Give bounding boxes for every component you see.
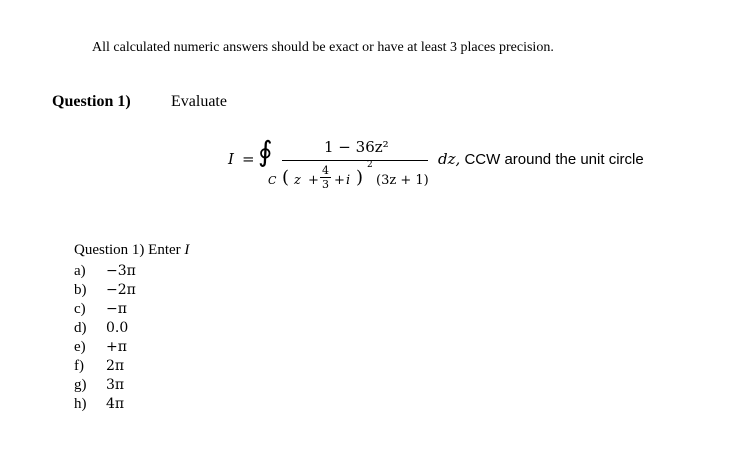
option-letter: d)	[74, 320, 87, 336]
option-e[interactable]	[74, 338, 164, 357]
instructions-text: All calculated numeric answers should be exact or have at least 3 places precision.	[92, 40, 554, 55]
option-value: +π	[106, 339, 127, 355]
option-letter: c)	[74, 301, 86, 317]
den-plus-2: +	[334, 173, 345, 188]
formula-differential: dz,	[438, 150, 461, 168]
den-exponent: 2	[367, 160, 373, 170]
den-frac-den: 3	[322, 178, 329, 191]
question-verb: Evaluate	[171, 93, 227, 110]
option-letter: h)	[74, 396, 87, 412]
option-g[interactable]	[74, 376, 164, 395]
option-f[interactable]	[74, 357, 164, 376]
den-i: i	[346, 173, 351, 188]
den-close-paren: )	[356, 167, 364, 188]
den-z: z	[294, 173, 301, 188]
fraction-bar	[282, 160, 428, 161]
option-value: 0.0	[106, 320, 129, 336]
option-value: 2π	[106, 358, 125, 374]
option-letter: a)	[74, 263, 86, 279]
option-value: −π	[106, 301, 127, 317]
formula-equals: =	[242, 150, 255, 168]
option-letter: g)	[74, 377, 87, 393]
den-small-fraction	[320, 165, 331, 190]
formula-denominator	[282, 160, 442, 198]
option-value: −2π	[106, 282, 136, 298]
sub-question-variable: I	[184, 242, 190, 258]
option-value: 3π	[106, 377, 125, 393]
option-value: 4π	[106, 396, 125, 412]
den-frac-num: 4	[322, 164, 329, 177]
option-c[interactable]	[74, 300, 164, 319]
option-value: −3π	[106, 263, 136, 279]
formula-lhs: I	[228, 150, 234, 168]
option-b[interactable]	[74, 281, 164, 300]
option-letter: e)	[74, 339, 86, 355]
option-a[interactable]	[74, 262, 164, 281]
contour-integral-icon: ∮	[258, 135, 273, 168]
option-d[interactable]	[74, 319, 164, 338]
integral-formula	[228, 136, 688, 200]
formula-tail	[438, 150, 644, 168]
option-letter: b)	[74, 282, 87, 298]
den-open-paren: (	[282, 167, 290, 188]
sub-question-prompt	[74, 242, 189, 259]
sub-question-prefix: Question 1) Enter	[74, 242, 181, 258]
formula-numerator: 1 − 36z²	[324, 138, 389, 156]
option-letter: f)	[74, 358, 84, 374]
den-plus-1: +	[308, 173, 319, 188]
question-header	[52, 93, 227, 111]
den-factor-2: (3z + 1)	[376, 173, 429, 188]
answer-options	[74, 262, 164, 414]
contour-subscript: C	[268, 174, 277, 187]
question-title: Question 1)	[52, 93, 131, 110]
formula-description: CCW around the unit circle	[464, 151, 644, 168]
option-h[interactable]	[74, 395, 164, 414]
